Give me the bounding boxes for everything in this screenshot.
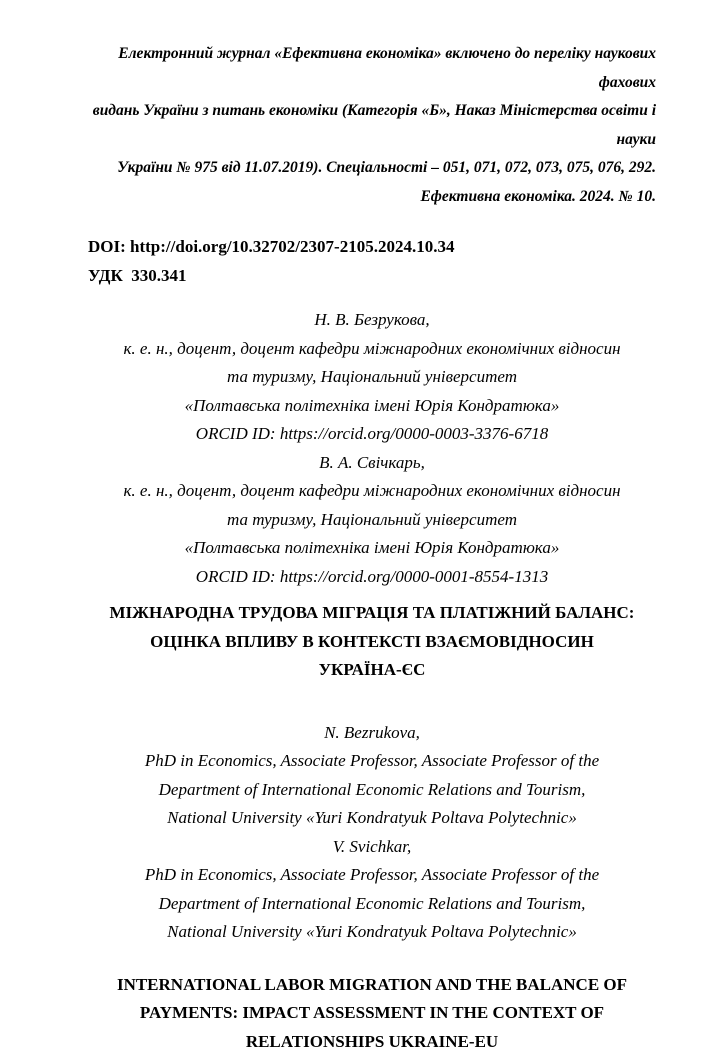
author-name-en: V. Svichkar, [88,833,656,862]
journal-issue-line: Ефективна економіка. 2024. № 10. [88,183,656,212]
article-title-english [88,971,656,1056]
author-affiliation-line: та туризму, Національний університет [88,363,656,392]
journal-note-line: Електронний журнал «Ефективна економіка» включено до переліку наукових фахових [88,40,656,97]
journal-note-line: видань України з питань економіки (Категорія «Б», Наказ Міністерства освіти і науки [88,97,656,154]
author-affiliation-line: Department of International Economic Relations and Tourism, [88,890,656,919]
author-affiliation-line: «Полтавська політехніка імені Юрія Кондратюка» [88,534,656,563]
author-affiliation-line: National University «Yuri Kondratyuk Poltava Polytechnic» [88,918,656,947]
author-affiliation-line: Department of International Economic Relations and Tourism, [88,776,656,805]
doi-text: DOI: http://doi.org/10.32702/2307-2105.2024.10.34 [88,233,656,262]
title-uk-line: ОЦІНКА ВПЛИВУ В КОНТЕКСТІ ВЗАЄМОВІДНОСИН [88,628,656,657]
title-uk-line: МІЖНАРОДНА ТРУДОВА МІГРАЦІЯ ТА ПЛАТІЖНИЙ БАЛАНС: [88,599,656,628]
journal-note-line: України № 975 від 11.07.2019). Спеціальності – 051, 071, 072, 073, 075, 076, 292. [88,154,656,183]
author-affiliation-line: та туризму, Національний університет [88,506,656,535]
journal-header-note [88,40,656,211]
udc-text: УДК 330.341 [88,262,656,291]
author-name-en: N. Bezrukova, [88,719,656,748]
orcid-line: ORCID ID: https://orcid.org/0000-0003-3376-6718 [88,420,656,449]
author-affiliation-line: «Полтавська політехніка імені Юрія Кондратюка» [88,392,656,421]
title-en-line: INTERNATIONAL LABOR MIGRATION AND THE BALANCE OF [88,971,656,1000]
identifiers-block [88,233,656,290]
author-affiliation-line: National University «Yuri Kondratyuk Poltava Polytechnic» [88,804,656,833]
article-title-ukrainian [88,599,656,685]
author-name-uk: В. А. Свічкарь, [88,449,656,478]
orcid-line: ORCID ID: https://orcid.org/0000-0001-8554-1313 [88,563,656,592]
author-affiliation-line: к. е. н., доцент, доцент кафедри міжнародних економічних відносин [88,477,656,506]
title-en-line: RELATIONSHIPS UKRAINE-EU [88,1028,656,1056]
author-affiliation-line: PhD in Economics, Associate Professor, Associate Professor of the [88,747,656,776]
authors-ukrainian-block [88,306,656,591]
author-affiliation-line: PhD in Economics, Associate Professor, Associate Professor of the [88,861,656,890]
title-uk-line: УКРАЇНА-ЄС [88,656,656,685]
author-affiliation-line: к. е. н., доцент, доцент кафедри міжнародних економічних відносин [88,335,656,364]
title-en-line: PAYMENTS: IMPACT ASSESSMENT IN THE CONTEXT OF [88,999,656,1028]
author-name-uk: Н. В. Безрукова, [88,306,656,335]
authors-english-block [88,719,656,947]
